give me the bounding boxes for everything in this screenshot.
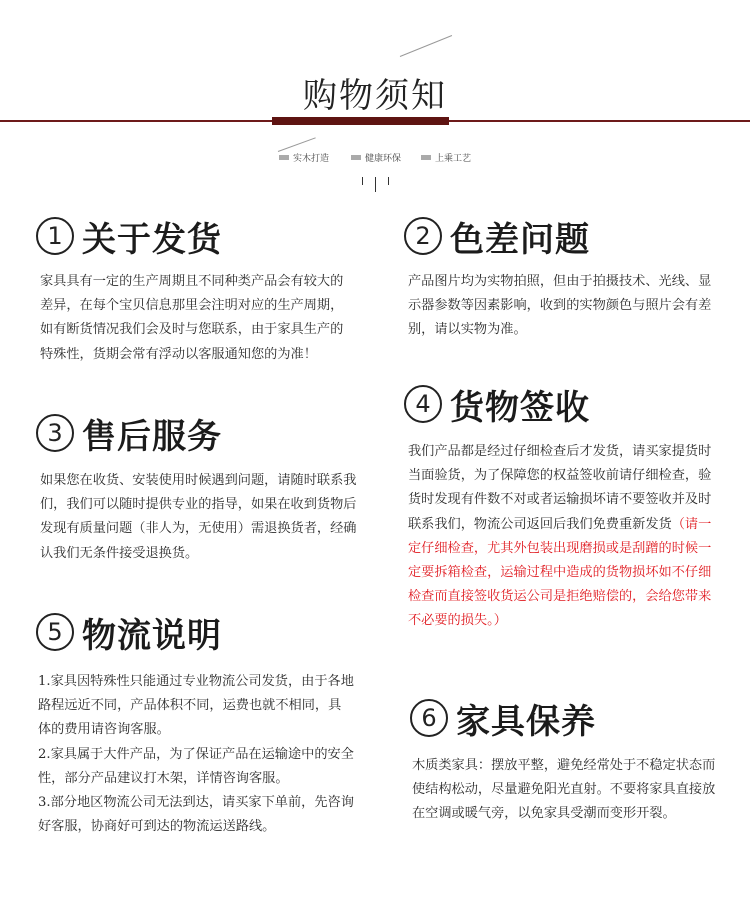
tag-square-icon bbox=[279, 155, 289, 160]
section-title: 家具保养 bbox=[456, 701, 596, 742]
section-heading bbox=[36, 608, 366, 656]
section-text: 家具具有一定的生产周期且不同种类产品会有较大的差异，在每个宝贝信息那里会注明对应的生产周期，如有断货情况我们会及时与您联系，由于家具生产的特殊性，货期会常有浮动以客服通知您的为准！ bbox=[40, 274, 344, 362]
section-text-normal: 我们产品都是经过仔细检查后才发货，请买家提货时当面验货，为了保障您的权益签收前请仔细检查，验货时发现有件数不对或者运输损坏请不要签收并及时联系我们，物流公司返回后我们免费重新发货 bbox=[408, 444, 712, 532]
section-heading bbox=[404, 212, 724, 260]
section-heading bbox=[404, 380, 724, 428]
tag-square-icon bbox=[351, 155, 361, 160]
section-title: 售后服务 bbox=[82, 416, 222, 457]
section-color-difference bbox=[404, 212, 724, 343]
section-number-badge: 1 bbox=[36, 217, 74, 255]
section-text: 木质类家具：摆放平整，避免经常处于不稳定状态而使结构松动，尽量避免阳光直射。不要将家具直接放在空调或暖气旁，以免家具受潮而变形开裂。 bbox=[412, 758, 716, 822]
tag-craft bbox=[421, 151, 471, 164]
section-maintenance bbox=[410, 694, 730, 827]
tag-label: 实木打造 bbox=[293, 154, 330, 164]
tag-label: 健康环保 bbox=[365, 154, 402, 164]
logistics-item: 3.部分地区物流公司无法到达，请买家下单前，先咨询好客服，协商好可到达的物流运送路线。 bbox=[38, 795, 354, 835]
section-title: 关于发货 bbox=[82, 219, 222, 260]
section-heading bbox=[410, 694, 730, 742]
section-heading bbox=[36, 409, 366, 457]
logistics-item: 2.家具属于大件产品，为了保证产品在运输途中的安全性，部分产品建议打木架，详情咨询客服。 bbox=[38, 746, 354, 786]
section-body bbox=[38, 670, 354, 839]
section-text-warning: （请一定仔细检查，尤其外包装出现磨损或是刮蹭的时候一定要拆箱检查，运输过程中造成的货物损坏如不仔细检查而直接签收货运公司是拒绝赔偿的，会给您带来不必要的损失。） bbox=[408, 516, 712, 629]
decorative-tick bbox=[388, 177, 389, 185]
section-title: 色差问题 bbox=[450, 219, 590, 260]
section-body bbox=[412, 754, 720, 827]
section-title: 货物签收 bbox=[450, 387, 590, 428]
section-text: 如果您在收货、安装使用时候遇到问题，请随时联系我们，我们可以随时提供专业的指导，如果在收到货物后发现有质量问题（非人为，无使用）需退换货者，经确认我们无条件接受退换货。 bbox=[40, 473, 357, 561]
logistics-item: 1.家具因特殊性只能通过专业物流公司发货，由于各地路程远近不同，产品体积不同，运费也就不相同，具体的费用请咨询客服。 bbox=[38, 674, 354, 738]
section-number-badge: 2 bbox=[404, 217, 442, 255]
section-title: 物流说明 bbox=[82, 615, 222, 656]
section-text: 产品图片均为实物拍照，但由于拍摄技术、光线、显示器参数等因素影响，收到的实物颜色与照片会有差别，请以实物为准。 bbox=[408, 274, 712, 338]
section-logistics bbox=[36, 608, 366, 839]
section-body bbox=[40, 469, 360, 566]
section-receipt bbox=[404, 380, 724, 634]
section-number-badge: 6 bbox=[410, 699, 448, 737]
section-after-sales bbox=[36, 409, 366, 566]
tag-label: 上乘工艺 bbox=[435, 154, 472, 164]
section-shipping bbox=[36, 212, 356, 367]
header-accent-bar bbox=[272, 117, 449, 125]
page-title: 购物须知 bbox=[303, 76, 447, 116]
tag-eco bbox=[351, 151, 401, 164]
section-number-badge: 4 bbox=[404, 385, 442, 423]
section-heading bbox=[36, 212, 356, 260]
decorative-tick bbox=[362, 177, 363, 185]
section-text bbox=[408, 440, 718, 634]
section-number-badge: 5 bbox=[36, 613, 74, 651]
decorative-slash bbox=[278, 137, 316, 152]
tag-solid-wood bbox=[279, 151, 329, 164]
decorative-slash bbox=[400, 35, 452, 57]
tag-square-icon bbox=[421, 155, 431, 160]
section-body bbox=[408, 270, 718, 343]
section-body bbox=[40, 270, 352, 367]
section-body bbox=[408, 440, 718, 634]
decorative-tick bbox=[375, 177, 376, 192]
section-number-badge: 3 bbox=[36, 414, 74, 452]
